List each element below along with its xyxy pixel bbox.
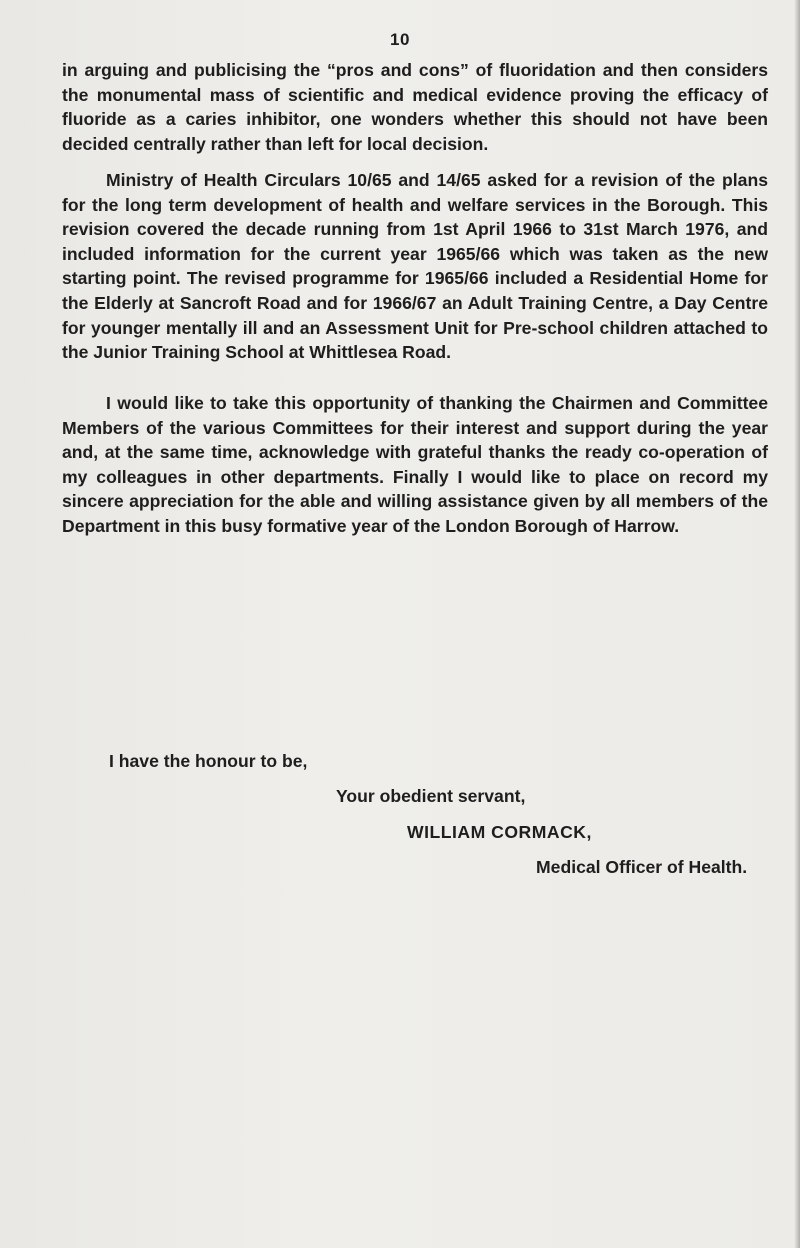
- closing-salutation: I have the honour to be,: [109, 751, 308, 771]
- page-edge-shadow: [794, 0, 800, 1248]
- paragraph-fluoridation: in arguing and publicising the “pros and cons” of fluoridation and then considers the monumental mass of scientific and medical evidence proving the efficacy of fluoride as a caries inhibitor, one wonders whether this should not have been decided centrally rather than left for local decision.: [62, 60, 768, 154]
- closing-valediction: Your obedient servant,: [336, 786, 526, 806]
- paragraph-ministry-circulars: Ministry of Health Circulars 10/65 and 14/65 asked for a revision of the plans for the long term development of health and welfare services in the Borough. This revision covered the decade running from 1st April 1966 to 31st March 1976, and included information for the current year 1965/66 which was taken as the new starting point. The revised programme for 1965/66 included a Residential Home for the Elderly at Sancroft Road and for 1966/67 an Adult Training Centre, a Day Centre for younger mentally ill and an Assessment Unit for Pre-school children attached to the Junior Training School at Whittlesea Road.: [62, 170, 768, 363]
- paragraph-acknowledgements: I would like to take this opportunity of thanking the Chairmen and Committee Members of the various Committees for their interest and support during the year and, at the same time, acknowledge with grateful thanks the ready co-operation of my colleagues in other departments. Finally I would like to place on record my sincere appreciation for the able and willing assistance given by all members of the Department in this busy formative year of the London Borough of Harrow.: [62, 393, 768, 536]
- signatory-name: WILLIAM CORMACK,: [407, 822, 592, 842]
- signatory-title: Medical Officer of Health.: [536, 857, 748, 877]
- page-number: 10: [390, 30, 410, 49]
